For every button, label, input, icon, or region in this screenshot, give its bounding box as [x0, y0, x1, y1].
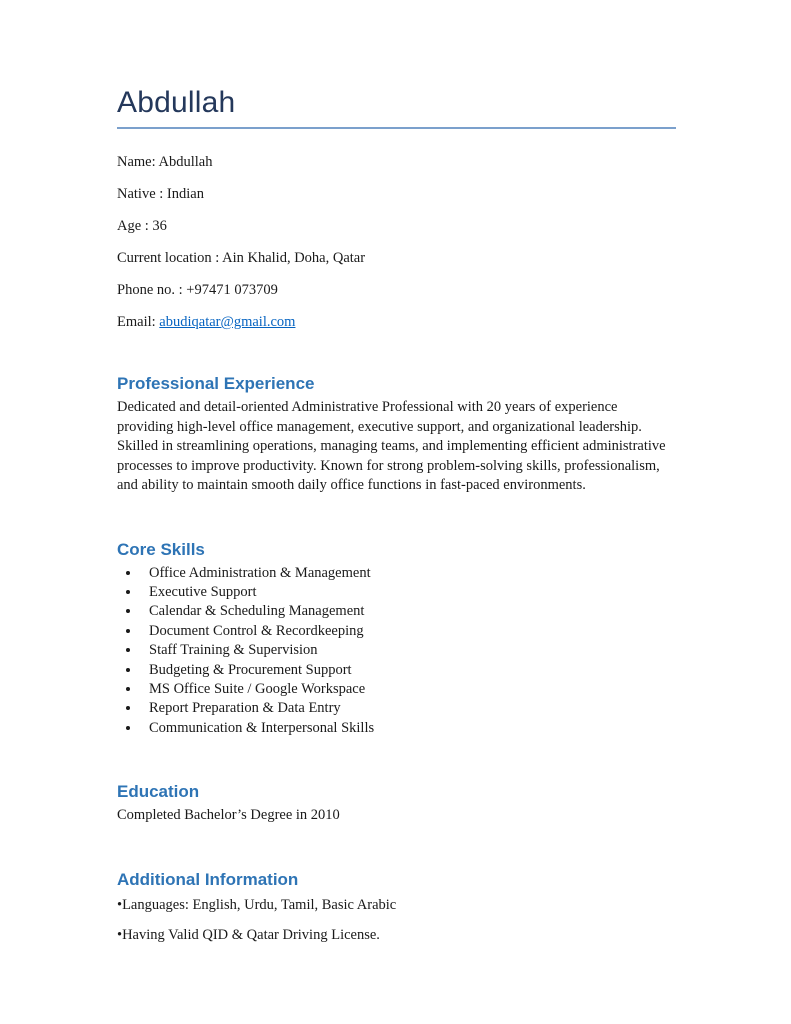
core-skills-section: [117, 540, 676, 739]
skill-item: • MS Office Suite / Google Workspace: [141, 680, 676, 699]
contact-line-name: Name: Abdullah: [117, 154, 213, 170]
section-heading-education: Education: [117, 782, 200, 802]
additional-information-section: [117, 870, 676, 943]
email-link[interactable]: abudiqatar@gmail.com: [159, 314, 296, 330]
contact-line-native: Native : Indian: [117, 186, 204, 202]
education-section: [117, 782, 676, 826]
skill-item: • Executive Support: [141, 583, 676, 602]
contact-line-age: Age : 36: [117, 218, 167, 234]
skill-item: • Report Preparation & Data Entry: [141, 699, 676, 718]
additional-info-item: •Languages: English, Urdu, Tamil, Basic Arabic: [117, 896, 397, 913]
skill-item: • Office Administration & Management: [141, 564, 676, 583]
skill-item: • Budgeting & Procurement Support: [141, 661, 676, 680]
resume-title: Abdullah: [117, 86, 676, 129]
experience-summary: Dedicated and detail-oriented Administrative Professional with 20 years of experience providing high-level office management, executive support, and organizational leadership. Skilled in streamlining operations, managing teams, and implementing efficient administrative processes to improve productivity. Known for strong problem-solving skills, professionalism, and ability to maintain smooth daily office functions in fast-paced environments.: [117, 399, 666, 493]
core-skills-list: [117, 564, 676, 739]
contact-line-location: Current location : Ain Khalid, Doha, Qatar: [117, 250, 366, 266]
contact-section: [117, 155, 676, 330]
section-heading-professional-experience: Professional Experience: [117, 374, 315, 393]
contact-line-phone: Phone no. : +97471 073709: [117, 282, 278, 298]
education-summary: Completed Bachelor’s Degree in 2010: [117, 807, 340, 824]
section-heading-additional-information: Additional Information: [117, 869, 299, 889]
skill-item: • Communication & Interpersonal Skills: [141, 719, 676, 738]
section-heading-core-skills: Core Skills: [117, 539, 205, 559]
resume-document: [117, 86, 676, 943]
contact-line-email: [117, 315, 676, 330]
skill-item: • Document Control & Recordkeeping: [141, 622, 676, 641]
additional-info-item: •Having Valid QID & Qatar Driving License.: [117, 926, 380, 943]
professional-experience-section: [117, 374, 676, 496]
skill-item: • Calendar & Scheduling Management: [141, 602, 676, 621]
skill-item: • Staff Training & Supervision: [141, 641, 676, 660]
email-label: Email:: [117, 314, 160, 330]
